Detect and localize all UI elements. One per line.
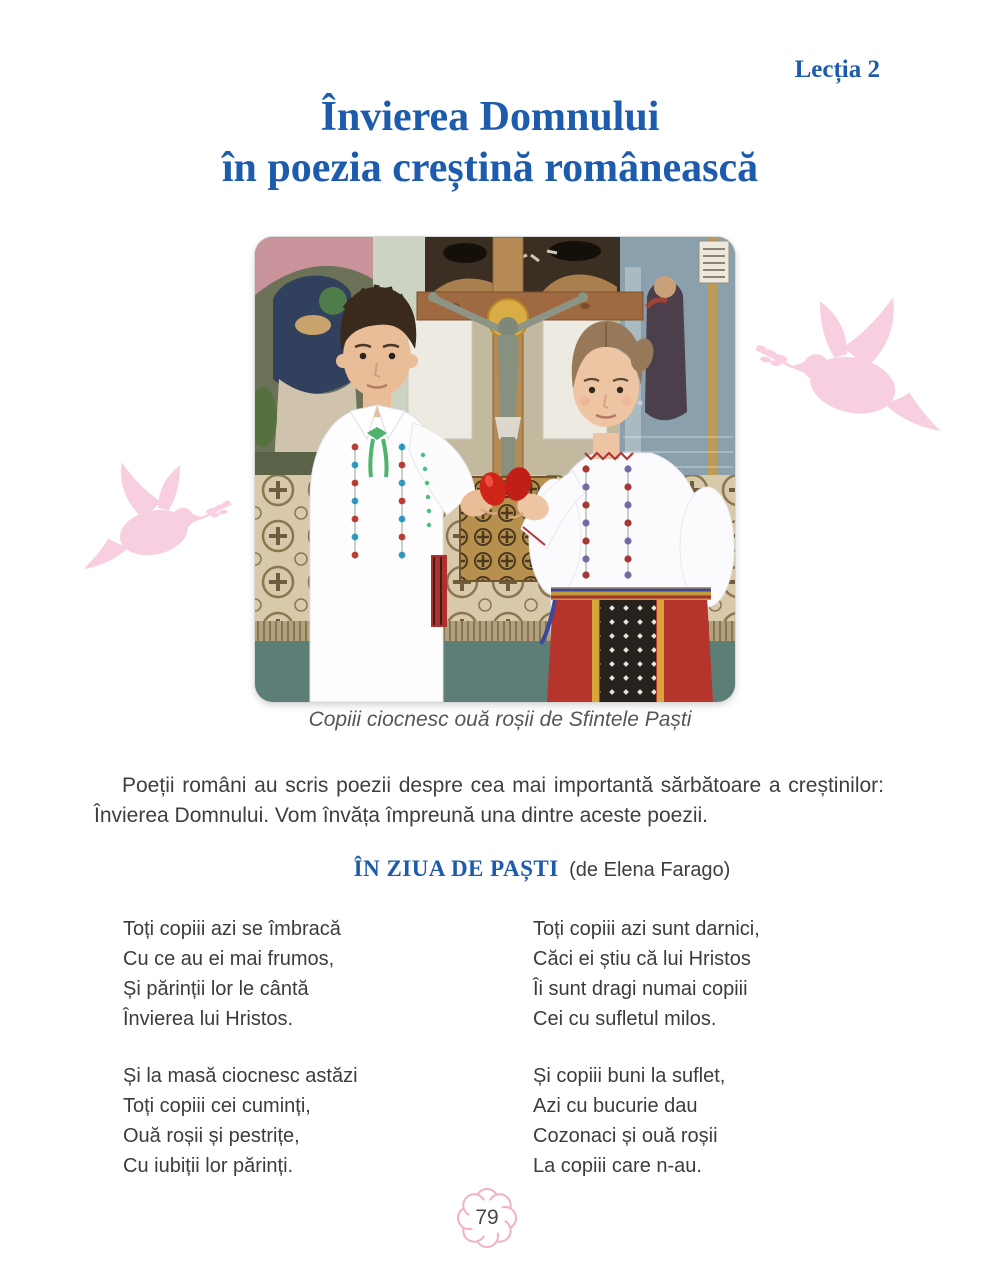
dove-left-icon <box>72 446 240 606</box>
stanza <box>533 914 760 1034</box>
poem-column-right <box>533 914 760 1208</box>
poem-column-left <box>123 914 358 1208</box>
poem-line: Azi cu bucurie dau <box>533 1095 698 1117</box>
stanza <box>533 1061 760 1181</box>
dove-right-icon <box>743 290 957 464</box>
poem-line: Cu iubiții lor părinți. <box>123 1155 294 1177</box>
page-title <box>0 92 980 194</box>
stanza <box>123 914 358 1034</box>
poem-author: (de Elena Farago) <box>569 859 731 881</box>
page-title-line1: Învierea Domnului <box>320 94 660 140</box>
poem-line: Și copiii buni la suflet, <box>533 1065 726 1087</box>
stanza <box>123 1061 358 1181</box>
intro-paragraph: Poeții români au scris poezii despre cea mai importantă sărbătoare a creștinilor: Învierea Domnului. Vom învăța împreună una dintre aceste poezii. <box>94 774 884 827</box>
poem-line: Și părinții lor le cântă <box>123 978 309 1000</box>
lesson-label: Lecția 2 <box>794 56 880 83</box>
photo-caption: Copiii ciocnesc ouă roșii de Sfintele Paști <box>308 708 692 731</box>
poem-line: Învierea lui Hristos. <box>123 1008 294 1030</box>
page-title-line2: în poezia creștină românească <box>221 145 759 191</box>
poem-line: Căci ei știu că lui Hristos <box>533 948 751 970</box>
poem-line: Îi sunt dragi numai copiii <box>533 978 748 1000</box>
easter-photo <box>255 237 735 702</box>
poem-line: Cu ce au ei mai frumos, <box>123 948 335 970</box>
poem-line: Și la masă ciocnesc astăzi <box>123 1065 358 1087</box>
poem-line: Cozonaci și ouă roșii <box>533 1125 718 1147</box>
poem-line: Toți copiii azi se îmbracă <box>123 918 341 940</box>
page-number: 79 <box>475 1206 499 1229</box>
poem-heading <box>0 856 1000 882</box>
poem-line: La copiii care n-au. <box>533 1155 702 1177</box>
photo-illustration <box>255 237 735 702</box>
poem-title: ÎN ZIUA DE PAȘTI <box>353 856 559 881</box>
poem-line: Toți copiii azi sunt darnici, <box>533 918 760 940</box>
poem-line: Ouă roșii și pestrițe, <box>123 1125 300 1147</box>
poem-line: Toți copiii cei cuminți, <box>123 1095 311 1117</box>
poem-line: Cei cu sufletul milos. <box>533 1008 717 1030</box>
page-number-flower <box>453 1184 521 1252</box>
